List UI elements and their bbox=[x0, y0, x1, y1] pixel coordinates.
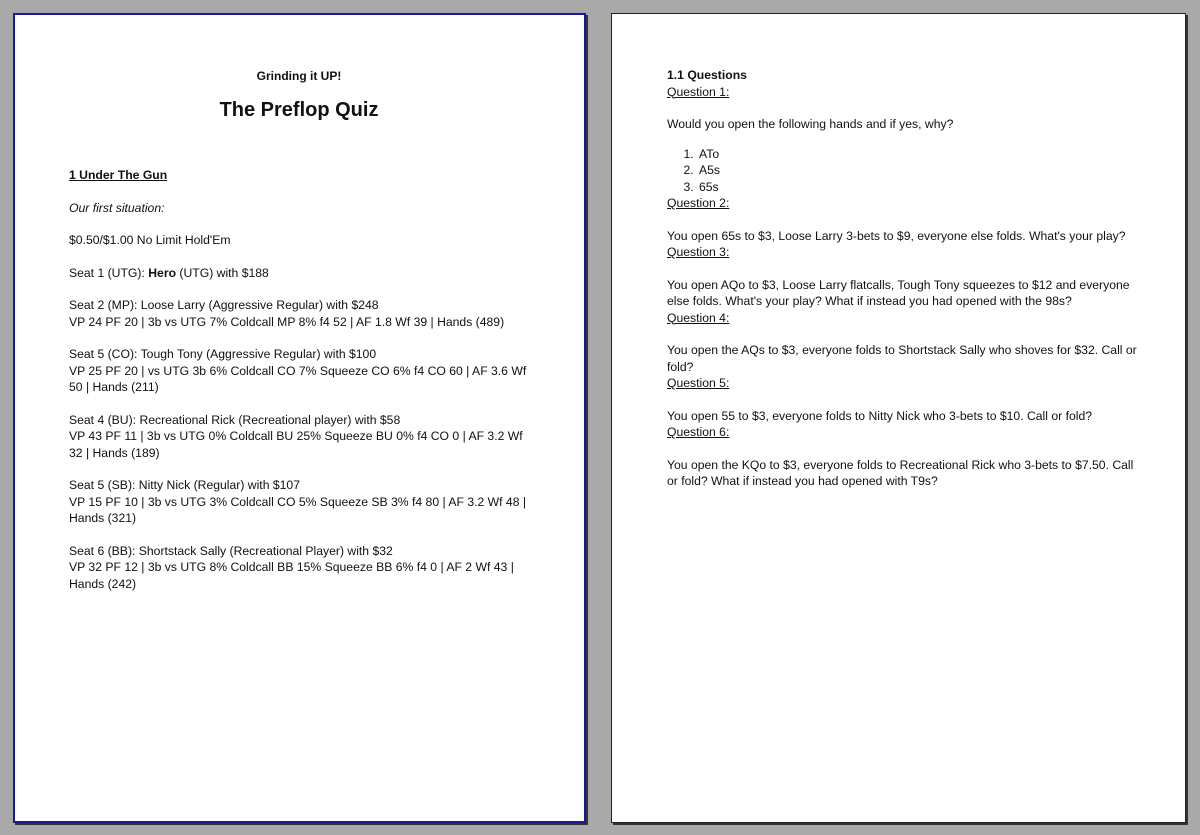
document-page-left bbox=[13, 13, 586, 823]
hero-name: Hero bbox=[148, 265, 177, 280]
document-page-right bbox=[611, 13, 1186, 823]
question-heading: Question 6: bbox=[667, 425, 730, 439]
page-right-content bbox=[667, 67, 1137, 490]
seat-line: Seat 2 (MP): Loose Larry (Aggressive Regular) with $248 bbox=[69, 298, 379, 312]
document-subtitle: Grinding it UP! bbox=[256, 69, 342, 83]
question-text: You open 65s to $3, Loose Larry 3-bets to $9, everyone else folds. What's your play? bbox=[667, 228, 1126, 243]
seat-stats: VP 32 PF 12 | 3b vs UTG 8% Coldcall BB 15% Squeeze BB 6% f4 0 | AF 2 Wf 43 | Hands (242) bbox=[69, 560, 514, 591]
game-description: $0.50/$1.00 No Limit Hold'Em bbox=[69, 233, 231, 247]
list-item: 1. ATo bbox=[697, 146, 1137, 163]
question-text: You open 55 to $3, everyone folds to Nitty Nick who 3-bets to $10. Call or fold? bbox=[667, 408, 1093, 423]
seat-block bbox=[69, 543, 539, 593]
question-heading: Question 4: bbox=[667, 310, 730, 325]
seat-line: Seat 6 (BB): Shortstack Sally (Recreational Player) with $32 bbox=[69, 543, 393, 558]
list-item: 3. 65s bbox=[697, 179, 1137, 196]
question-heading: Question 5: bbox=[667, 376, 730, 390]
seat-line: Seat 5 (SB): Nitty Nick (Regular) with $107 bbox=[69, 478, 300, 492]
seat-stats: VP 25 PF 20 | vs UTG 3b 6% Coldcall CO 7% Squeeze CO 6% f4 CO 60 | AF 3.6 Wf 50 | Hands (211) bbox=[69, 363, 527, 394]
question-text: You open the AQs to $3, everyone folds to Shortstack Sally who shoves for $32. Call or fold? bbox=[667, 343, 1137, 374]
hero-seat-line bbox=[69, 265, 539, 282]
document-title: The Preflop Quiz bbox=[219, 98, 379, 121]
seat-stats: VP 15 PF 10 | 3b vs UTG 3% Coldcall CO 5% Squeeze SB 3% f4 80 | AF 3.2 Wf 48 | Hands (321) bbox=[69, 494, 527, 525]
question-heading: Question 2: bbox=[667, 196, 730, 210]
seat-stats: VP 43 PF 11 | 3b vs UTG 0% Coldcall BU 25% Squeeze BU 0% f4 CO 0 | AF 3.2 Wf 32 | Hands (189) bbox=[69, 429, 523, 460]
question-text: Would you open the following hands and if yes, why? bbox=[667, 117, 954, 131]
hero-seat-prefix: Seat 1 (UTG): bbox=[69, 265, 149, 280]
hand-list bbox=[667, 146, 1137, 196]
seat-block bbox=[69, 346, 539, 396]
hero-seat-suffix: (UTG) with $188 bbox=[176, 265, 269, 280]
page-left-content bbox=[69, 68, 539, 592]
seat-line: Seat 4 (BU): Recreational Rick (Recreational player) with $58 bbox=[69, 412, 401, 427]
question-heading: Question 3: bbox=[667, 245, 730, 259]
seat-block bbox=[69, 477, 539, 527]
seat-line: Seat 5 (CO): Tough Tony (Aggressive Regular) with $100 bbox=[69, 347, 377, 361]
seat-stats: VP 24 PF 20 | 3b vs UTG 7% Coldcall MP 8% f4 52 | AF 1.8 Wf 39 | Hands (489) bbox=[69, 314, 505, 329]
list-item: 2. A5s bbox=[697, 162, 1137, 179]
question-heading: Question 1: bbox=[667, 84, 730, 99]
seat-block bbox=[69, 412, 539, 462]
question-text: You open the KQo to $3, everyone folds to Recreational Rick who 3-bets to $7.50. Call or fold? What if instead you had opened with T9s? bbox=[667, 457, 1134, 488]
seat-block bbox=[69, 297, 539, 330]
intro-text: Our first situation: bbox=[69, 200, 165, 215]
question-text: You open AQo to $3, Loose Larry flatcalls, Tough Tony squeezes to $12 and everyone else folds. What's your play? What if instead you had opened with the 98s? bbox=[667, 277, 1130, 308]
section-heading: 1 Under The Gun bbox=[69, 168, 168, 182]
questions-heading: 1.1 Questions bbox=[667, 68, 747, 82]
